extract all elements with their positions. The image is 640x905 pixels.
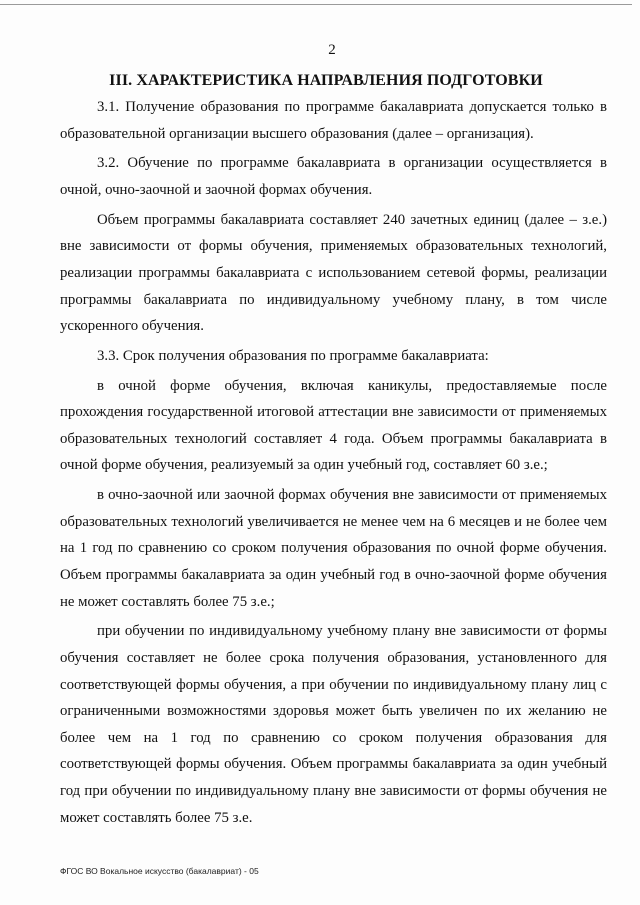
document-body xyxy=(60,94,607,834)
paragraph-part-time-form: в очно-заочной или заочной формах обучения вне зависимости от применяемых образовательных технологий увеличивается не менее чем на 6 месяцев и не более чем на 1 год по сравнению со сроком получения образования по очной форме обучения. Объем программы бакалавриата за один учебный год в очно-заочной форме обучения не может составлять более 75 з.е.; xyxy=(60,487,607,610)
page-top-edge-line xyxy=(0,4,632,5)
paragraph-3-3: 3.3. Срок получения образования по программе бакалавриата: xyxy=(97,347,489,364)
paragraph-full-time-form: в очной форме обучения, включая каникулы, предоставляемые после прохождения государственной итоговой аттестации вне зависимости от применяемых образовательных технологий составляет 4 года. Объем программы бакалавриата в очной форме обучения, реализуемый за один учебный год, составляет 60 з.е.; xyxy=(60,377,607,474)
paragraph-individual-plan: при обучении по индивидуальному учебному плану вне зависимости от формы обучения составляет не более срока получения образования, установленного для соответствующей формы обучения, а при обучении по индивидуальному плану лиц с ограниченными возможностями здоровья может быть увеличен по их желанию не более чем на 1 год по сравнению со сроком получения образования для соответствующей формы обучения. Объем программы бакалавриата за один учебный год при обучении по индивидуальному плану вне зависимости от формы обучения не может составлять более 75 з.е. xyxy=(60,623,607,826)
section-title: III. ХАРАКТЕРИСТИКА НАПРАВЛЕНИЯ ПОДГОТОВКИ xyxy=(109,72,543,89)
page-number: 2 xyxy=(328,42,336,58)
document-footer: ФГОС ВО Вокальное искусство (бакалавриат) - 05 xyxy=(60,866,259,876)
paragraph-3-2: 3.2. Обучение по программе бакалавриата в организации осуществляется в очной, очно-заочной и заочной формах обучения. xyxy=(60,155,607,198)
paragraph-3-1: 3.1. Получение образования по программе бакалавриата допускается только в образовательной организации высшего образования (далее – организация). xyxy=(60,99,607,142)
paragraph-program-volume: Объем программы бакалавриата составляет 240 зачетных единиц (далее – з.е.) вне зависимости от формы обучения, применяемых образовательных технологий, реализации программы бакалавриата с использованием сетевой формы, реализации программы бакалавриата по индивидуальному учебному плану, в том числе ускоренного обучения. xyxy=(60,211,607,335)
